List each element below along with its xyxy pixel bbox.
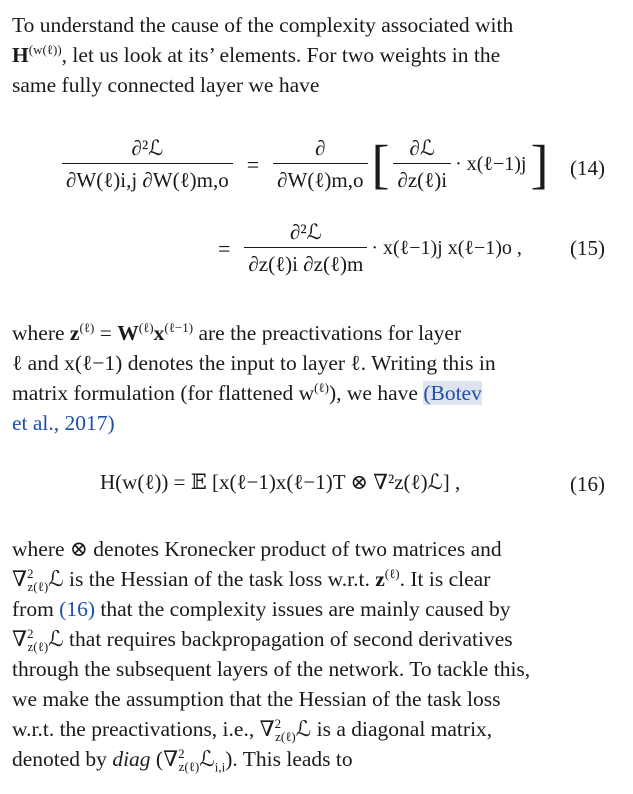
- citation-botev-link-2[interactable]: et al., 2017): [12, 411, 115, 435]
- preact-line-1: where $z^{(\ell)} = W^{(\ell)}x^{(\ell-1)}$ are the preactivations for layer: [12, 319, 462, 345]
- eq14-right-bracket: ]: [530, 134, 549, 195]
- intro-line-2: $H^{(w(\ell))}$, let us look at its’ elements. For two weights in the: [12, 41, 501, 67]
- intro-line-3: same fully connected layer we have: [12, 73, 320, 97]
- eq14-lhs-denominator: ∂W(ℓ)i,j ∂W(ℓ)m,o: [62, 163, 233, 193]
- kron-line-3: from (16) that the complexity issues are mainly caused by: [12, 597, 511, 621]
- eq15-denominator: ∂z(ℓ)i ∂z(ℓ)m: [244, 247, 367, 277]
- eq14-operator-fraction: $\frac{\partial}{\text{∂W(ℓ)m,o}}$: [273, 136, 367, 193]
- eq14-factor: · x(ℓ−1)j: [455, 153, 527, 175]
- eq15-equals: =: [218, 235, 231, 261]
- kron-line-5: through the subsequent layers of the network. To tackle this,: [12, 657, 531, 681]
- intro-line-1: To understand the cause of the complexity associated with: [12, 13, 514, 37]
- equation-14: [0, 128, 633, 218]
- eq14-left-bracket: [: [371, 134, 390, 195]
- eq14-inner-fraction: $\frac{\text{∂ℒ}}{\text{∂z(ℓ)i}}$: [393, 136, 451, 193]
- kron-line-7: w.r.t. the preactivations, i.e., ∇$^2_{z(\ell)}$ℒ is a diagonal matrix,: [12, 715, 493, 745]
- eq15-fraction: [244, 220, 367, 277]
- eq14-equals: =: [246, 151, 260, 177]
- eq16-number: (16): [570, 472, 605, 496]
- paragraph-kronecker: [12, 534, 624, 774]
- paragraph-preactivations: [12, 318, 624, 438]
- kron-line-1: where ⊗ denotes Kronecker product of two matrices and: [12, 537, 502, 561]
- preact-line-3: matrix formulation (for flattened $w^{(\ell)}$), we have (Botev: [12, 379, 482, 405]
- eq14-lhs-fraction: [62, 136, 233, 193]
- eq16-expression: H(w(ℓ)) = 𝔼 [x(ℓ−1)x(ℓ−1)T ⊗ ∇²z(ℓ)ℒ] ,: [100, 470, 461, 494]
- equation-15: [0, 218, 633, 298]
- kron-line-8: denoted by diag (∇$^2_{z(\ell)}$ℒ$_{i,i}$). This leads to: [12, 745, 353, 775]
- kron-line-6: we make the assumption that the Hessian of the task loss: [12, 687, 501, 711]
- paragraph-intro: [12, 10, 624, 100]
- equation-16-ref-link[interactable]: (16): [59, 597, 95, 621]
- citation-botev-link[interactable]: (Botev: [423, 381, 482, 405]
- preact-line-2: ℓ and x(ℓ−1) denotes the input to layer ℓ. Writing this in: [12, 351, 496, 375]
- preact-line-4: [12, 408, 624, 438]
- eq15-number: (15): [570, 236, 605, 260]
- equation-16: [0, 466, 633, 516]
- eq15-factor: · x(ℓ−1)j x(ℓ−1)o ,: [371, 237, 522, 259]
- eq14-number: (14): [570, 156, 605, 180]
- kron-line-4: ∇$^2_{z(\ell)}$ℒ that requires backpropagation of second derivatives: [12, 625, 513, 655]
- eq15-numerator: ∂²ℒ: [289, 220, 322, 244]
- kron-line-2: ∇$^2_{z(\ell)}$ℒ is the Hessian of the task loss w.r.t. $z^{(\ell)}$. It is clear: [12, 565, 491, 595]
- eq14-lhs-numerator: ∂²ℒ: [131, 136, 164, 160]
